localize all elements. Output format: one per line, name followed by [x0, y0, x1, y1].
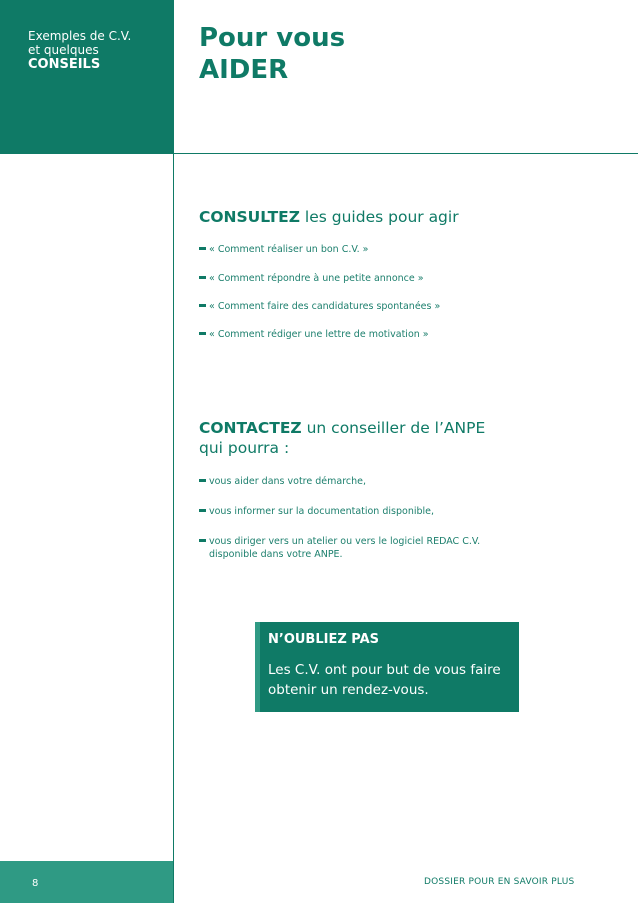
contactez-heading-bold: CONTACTEZ: [199, 419, 302, 437]
contact-item-text: vous informer sur la documentation disponible,: [209, 506, 435, 517]
bullet-icon: [199, 276, 206, 279]
bullet-icon: [199, 332, 206, 335]
horizontal-divider: [0, 153, 638, 154]
reminder-title: N’OUBLIEZ PAS: [268, 632, 380, 647]
guide-item-text: « Comment répondre à une petite annonce »: [209, 273, 424, 284]
guide-item: [199, 300, 440, 313]
sidebar-line-2: et quelques: [28, 43, 99, 57]
bullet-icon: [199, 479, 206, 482]
guide-item: [199, 272, 424, 285]
footer-text: DOSSIER POUR EN SAVOIR PLUS: [424, 877, 575, 887]
page-title-line-2: AIDER: [199, 55, 289, 85]
bullet-icon: [199, 539, 206, 542]
footer-box: [0, 861, 173, 903]
contact-item: [199, 535, 480, 548]
bullet-icon: [199, 247, 206, 250]
reminder-body: Les C.V. ont pour but de vous faire obtenir un rendez-vous.: [268, 662, 501, 698]
guide-item: [199, 243, 368, 256]
contactez-heading-line-2: qui pourra :: [199, 439, 290, 457]
sidebar-line-1: Exemples de C.V.: [28, 29, 132, 43]
bullet-icon: [199, 304, 206, 307]
contact-item-text: vous aider dans votre démarche,: [209, 476, 367, 487]
contactez-heading: [199, 418, 485, 438]
page-number: 8: [32, 878, 39, 889]
reminder-stripe: [255, 622, 260, 712]
contact-item: [199, 475, 366, 488]
guide-item: [199, 328, 429, 341]
contactez-heading-rest: un conseiller de l’ANPE: [301, 419, 486, 437]
page-title: [199, 22, 345, 86]
bullet-icon: [199, 509, 206, 512]
vertical-divider: [173, 0, 174, 903]
consultez-heading-rest: les guides pour agir: [300, 208, 459, 226]
contact-item: [199, 505, 434, 518]
sidebar-line-3: CONSEILS: [28, 57, 101, 72]
guide-item-text: « Comment réaliser un bon C.V. »: [209, 244, 369, 255]
contact-item-text: vous diriger vers un atelier ou vers le logiciel REDAC C.V.: [209, 536, 481, 547]
reminder-box: [255, 622, 519, 712]
contact-item-continuation: disponible dans votre ANPE.: [209, 549, 343, 560]
sidebar-header-box: [0, 0, 173, 153]
guide-item-text: « Comment faire des candidatures spontanées »: [209, 301, 441, 312]
consultez-heading: [199, 207, 459, 227]
page-title-line-1: Pour vous: [199, 23, 346, 53]
guide-item-text: « Comment rédiger une lettre de motivation »: [209, 329, 429, 340]
consultez-heading-bold: CONSULTEZ: [199, 208, 300, 226]
